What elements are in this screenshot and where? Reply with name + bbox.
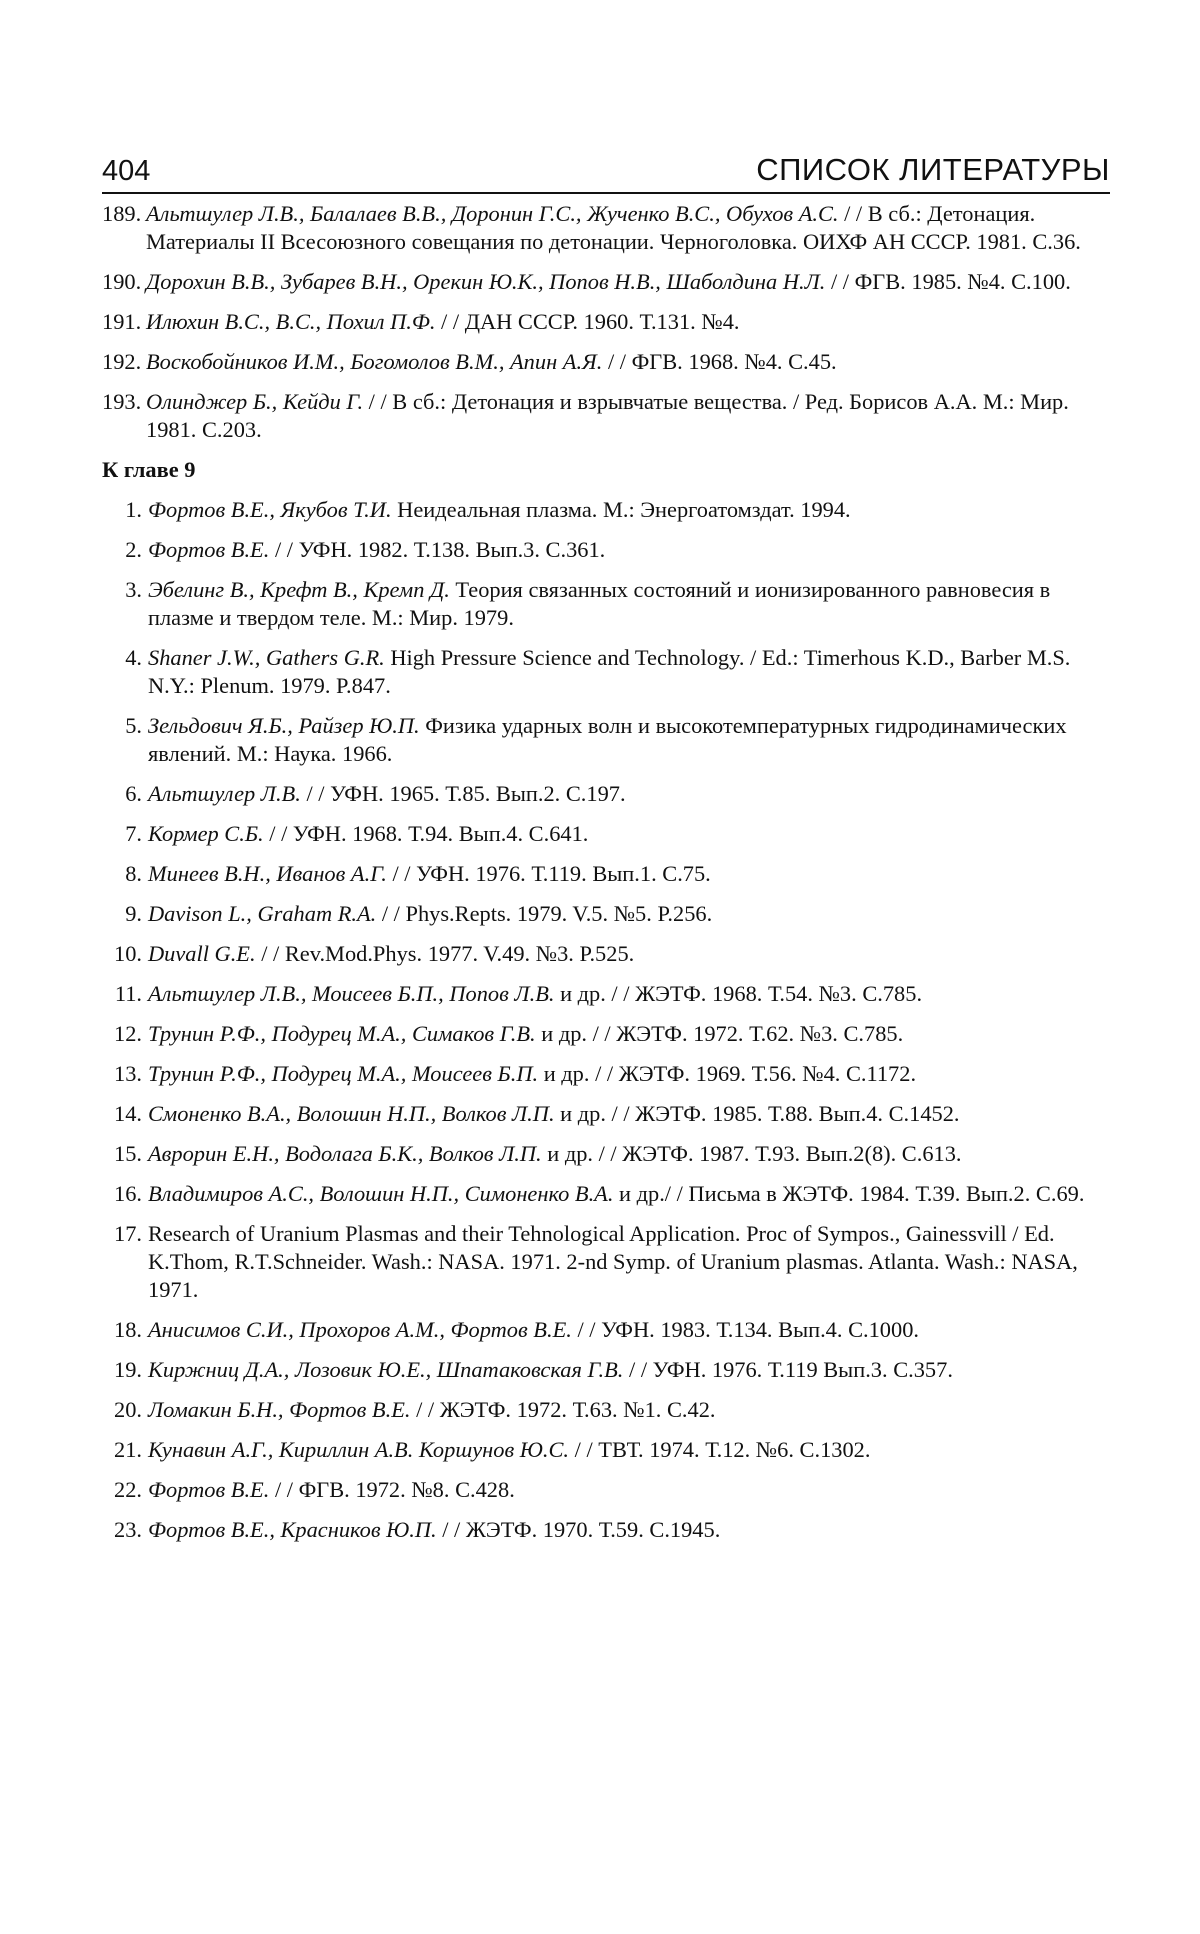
reference-text — [148, 1060, 1110, 1088]
reference-details: / / ФГВ. 1972. №8. С.428. — [269, 1477, 515, 1502]
reference-authors: Трунин Р.Ф., Подурец М.А., Симаков Г.В. — [148, 1021, 536, 1046]
reference-authors: Альтшулер Л.В. — [148, 781, 301, 806]
reference-authors: Фортов В.Е. — [148, 537, 270, 562]
reference-entry — [102, 200, 1110, 256]
reference-authors: Ломакин Б.Н., Фортов В.Е. — [148, 1397, 411, 1422]
reference-number: 8. — [125, 861, 142, 886]
reference-list — [102, 200, 1110, 1544]
reference-entry — [102, 268, 1110, 296]
reference-details: / / ФГВ. 1985. №4. С.100. — [825, 269, 1071, 294]
reference-entry — [102, 980, 1110, 1008]
reference-details: / / УФН. 1982. Т.138. Вып.3. С.361. — [269, 537, 606, 562]
reference-number: 20. — [114, 1397, 142, 1422]
reference-number: 193. — [102, 389, 142, 414]
reference-details: High Pressure Science and Technology. / Ed.: Timerhous K.D., Barber M.S. N.Y.: Plenum. 1979. P.847. — [148, 645, 1071, 698]
reference-number: 192. — [102, 349, 142, 374]
reference-entry — [102, 1356, 1110, 1384]
reference-text — [148, 1436, 1110, 1464]
reference-entry — [102, 1316, 1110, 1344]
reference-number: 16. — [114, 1181, 142, 1206]
reference-number: 191. — [102, 309, 142, 334]
reference-details: Неидеальная плазма. М.: Энергоатомздат. 1994. — [391, 497, 851, 522]
chapter-heading: К главе 9 — [102, 457, 196, 482]
reference-authors: Владимиров А.С., Волошин Н.П., Симоненко В.А. — [148, 1181, 614, 1206]
reference-text — [148, 780, 1110, 808]
reference-entry — [102, 576, 1110, 632]
reference-details: / / УФН. 1983. Т.134. Вып.4. С.1000. — [571, 1317, 919, 1342]
reference-details: и др. / / ЖЭТФ. 1968. Т.54. №3. С.785. — [554, 981, 923, 1006]
reference-text — [148, 900, 1110, 928]
reference-entry — [102, 940, 1110, 968]
reference-details: / / В сб.: Детонация и взрывчатые вещества. / Ред. Борисов А.А. М.: Мир. 1981. С.203. — [146, 389, 1069, 442]
reference-text — [148, 1476, 1110, 1504]
reference-number: 22. — [114, 1477, 142, 1502]
reference-authors: Аврорин Е.Н., Водолага Б.К., Волков Л.П. — [148, 1141, 542, 1166]
reference-entry — [102, 860, 1110, 888]
reference-text — [148, 1100, 1110, 1128]
reference-authors: Киржниц Д.А., Лозовик Ю.Е., Шпатаковская Г.В. — [148, 1357, 624, 1382]
reference-text — [148, 860, 1110, 888]
reference-number: 18. — [114, 1317, 142, 1342]
reference-details: / / В сб.: Детонация. Материалы II Всесоюзного совещания по детонации. Черноголовка. ОИХФ АН СССР. 1981. С.36. — [146, 201, 1081, 254]
reference-entry — [102, 1100, 1110, 1128]
reference-details: / / Rev.Mod.Phys. 1977. V.49. №3. P.525. — [255, 941, 635, 966]
references-chapter-9 — [102, 496, 1110, 1544]
reference-text — [148, 1316, 1110, 1344]
reference-authors: Дорохин В.В., Зубарев В.Н., Орекин Ю.К., Попов Н.В., Шаболдина Н.Л. — [146, 269, 826, 294]
reference-authors: Трунин Р.Ф., Подурец М.А., Моисеев Б.П. — [148, 1061, 539, 1086]
reference-text — [148, 980, 1110, 1008]
reference-details: / / ФГВ. 1968. №4. С.45. — [602, 349, 837, 374]
reference-number: 11. — [114, 981, 142, 1006]
reference-authors: Фортов В.Е., Красников Ю.П. — [148, 1517, 437, 1542]
reference-text — [148, 712, 1110, 768]
reference-details: и др. / / ЖЭТФ. 1987. Т.93. Вып.2(8). С.613. — [541, 1141, 962, 1166]
reference-authors: Shaner J.W., Gathers G.R. — [148, 645, 385, 670]
reference-authors: Фортов В.Е. — [148, 1477, 270, 1502]
reference-entry — [102, 1060, 1110, 1088]
reference-number: 189. — [102, 201, 142, 226]
reference-authors: Duvall G.E. — [148, 941, 256, 966]
reference-number: 17. — [114, 1221, 142, 1246]
reference-entry — [102, 780, 1110, 808]
reference-authors: Альтшулер Л.В., Моисеев Б.П., Попов Л.В. — [148, 981, 555, 1006]
reference-entry — [102, 820, 1110, 848]
reference-authors: Смоненко В.А., Волошин Н.П., Волков Л.П. — [148, 1101, 555, 1126]
reference-number: 4. — [125, 645, 142, 670]
reference-entry — [102, 1516, 1110, 1544]
reference-details: / / Phys.Repts. 1979. V.5. №5. P.256. — [376, 901, 713, 926]
reference-text — [148, 576, 1110, 632]
reference-number: 10. — [114, 941, 142, 966]
reference-authors: Альтшулер Л.В., Балалаев В.В., Доронин Г.С., Жученко В.С., Обухов А.С. — [146, 201, 839, 226]
reference-text — [148, 940, 1110, 968]
reference-details: Теория связанных состояний и ионизированного равновесия в плазме и твердом теле. М.: Мир. 1979. — [148, 577, 1051, 630]
reference-authors: Кунавин А.Г., Кириллин А.В. Коршунов Ю.С. — [148, 1437, 570, 1462]
reference-number: 9. — [125, 901, 142, 926]
reference-authors: Кормер С.Б. — [148, 821, 264, 846]
reference-text — [148, 1396, 1110, 1424]
reference-authors: Анисимов С.И., Прохоров А.М., Фортов В.Е. — [148, 1317, 572, 1342]
reference-entry — [102, 1396, 1110, 1424]
reference-authors: Фортов В.Е., Якубов Т.И. — [148, 497, 392, 522]
reference-details: Физика ударных волн и высокотемпературных гидродинамических явлений. М.: Наука. 1966. — [148, 713, 1067, 766]
reference-authors: Эбелинг В., Крефт В., Кремп Д. — [148, 577, 450, 602]
references-previous-chapter — [102, 200, 1110, 444]
reference-entry — [102, 1140, 1110, 1168]
reference-details: / / УФН. 1968. Т.94. Вып.4. С.641. — [263, 821, 589, 846]
reference-details: Research of Uranium Plasmas and their Tehnological Application. Proc of Sympos., Gainessvill / Ed. K.Thom, R.T.Schneider. Wash.: NASA. 1971. 2-nd Symp. of Uranium plasmas. Atlanta. Wash.: NASA, 1971. — [148, 1221, 1078, 1302]
reference-text — [148, 1220, 1110, 1304]
reference-text — [146, 200, 1110, 256]
reference-text — [148, 1020, 1110, 1048]
reference-authors: Зельдович Я.Б., Райзер Ю.П. — [148, 713, 420, 738]
reference-entry — [102, 1180, 1110, 1208]
reference-number: 13. — [114, 1061, 142, 1086]
reference-number: 12. — [114, 1021, 142, 1046]
reference-number: 3. — [125, 577, 142, 602]
page-header — [102, 152, 1110, 188]
reference-entry — [102, 496, 1110, 524]
reference-text — [146, 308, 1110, 336]
reference-details: / / УФН. 1976. Т.119. Вып.1. С.75. — [386, 861, 711, 886]
reference-text — [148, 496, 1110, 524]
running-title: СПИСОК ЛИТЕРАТУРЫ — [756, 152, 1110, 187]
header-rule — [102, 192, 1110, 194]
reference-details: / / УФН. 1976. Т.119 Вып.3. С.357. — [623, 1357, 953, 1382]
reference-entry — [102, 536, 1110, 564]
reference-entry — [102, 1436, 1110, 1464]
reference-text — [148, 1140, 1110, 1168]
reference-authors: Олинджер Б., Кейди Г. — [146, 389, 364, 414]
reference-entry — [102, 308, 1110, 336]
reference-entry — [102, 644, 1110, 700]
reference-details: и др. / / ЖЭТФ. 1969. Т.56. №4. С.1172. — [538, 1061, 917, 1086]
reference-number: 2. — [125, 537, 142, 562]
reference-authors: Davison L., Graham R.A. — [148, 901, 377, 926]
reference-number: 7. — [125, 821, 142, 846]
reference-entry — [102, 1476, 1110, 1504]
reference-entry — [102, 388, 1110, 444]
reference-text — [148, 536, 1110, 564]
reference-details: и др./ / Письма в ЖЭТФ. 1984. Т.39. Вып.2. С.69. — [613, 1181, 1085, 1206]
reference-details: / / ЖЭТФ. 1972. Т.63. №1. С.42. — [410, 1397, 716, 1422]
reference-details: и др. / / ЖЭТФ. 1985. Т.88. Вып.4. С.1452. — [554, 1101, 960, 1126]
reference-number: 14. — [114, 1101, 142, 1126]
reference-number: 6. — [125, 781, 142, 806]
reference-number: 21. — [114, 1437, 142, 1462]
reference-text — [148, 1356, 1110, 1384]
reference-authors: Воскобойников И.М., Богомолов В.М., Апин А.Я. — [146, 349, 603, 374]
reference-details: / / ЖЭТФ. 1970. Т.59. С.1945. — [436, 1517, 721, 1542]
reference-details: / / ТВТ. 1974. Т.12. №6. С.1302. — [569, 1437, 871, 1462]
reference-details: / / ДАН СССР. 1960. Т.131. №4. — [435, 309, 740, 334]
reference-text — [148, 644, 1110, 700]
reference-number: 15. — [114, 1141, 142, 1166]
reference-number: 190. — [102, 269, 142, 294]
reference-details: / / УФН. 1965. Т.85. Вып.2. С.197. — [300, 781, 626, 806]
reference-authors: Минеев В.Н., Иванов А.Г. — [148, 861, 387, 886]
reference-text — [148, 1180, 1110, 1208]
reference-text — [148, 1516, 1110, 1544]
page-number: 404 — [102, 155, 151, 187]
reference-authors: Илюхин В.С., В.С., Похил П.Ф. — [146, 309, 436, 334]
reference-entry — [102, 1220, 1110, 1304]
reference-text — [146, 388, 1110, 444]
reference-number: 23. — [114, 1517, 142, 1542]
reference-entry — [102, 900, 1110, 928]
reference-entry — [102, 348, 1110, 376]
reference-entry — [102, 1020, 1110, 1048]
reference-text — [146, 268, 1110, 296]
reference-text — [148, 820, 1110, 848]
reference-number: 19. — [114, 1357, 142, 1382]
reference-text — [146, 348, 1110, 376]
reference-entry — [102, 712, 1110, 768]
reference-number: 5. — [125, 713, 142, 738]
reference-number: 1. — [125, 497, 142, 522]
reference-details: и др. / / ЖЭТФ. 1972. Т.62. №3. С.785. — [535, 1021, 904, 1046]
